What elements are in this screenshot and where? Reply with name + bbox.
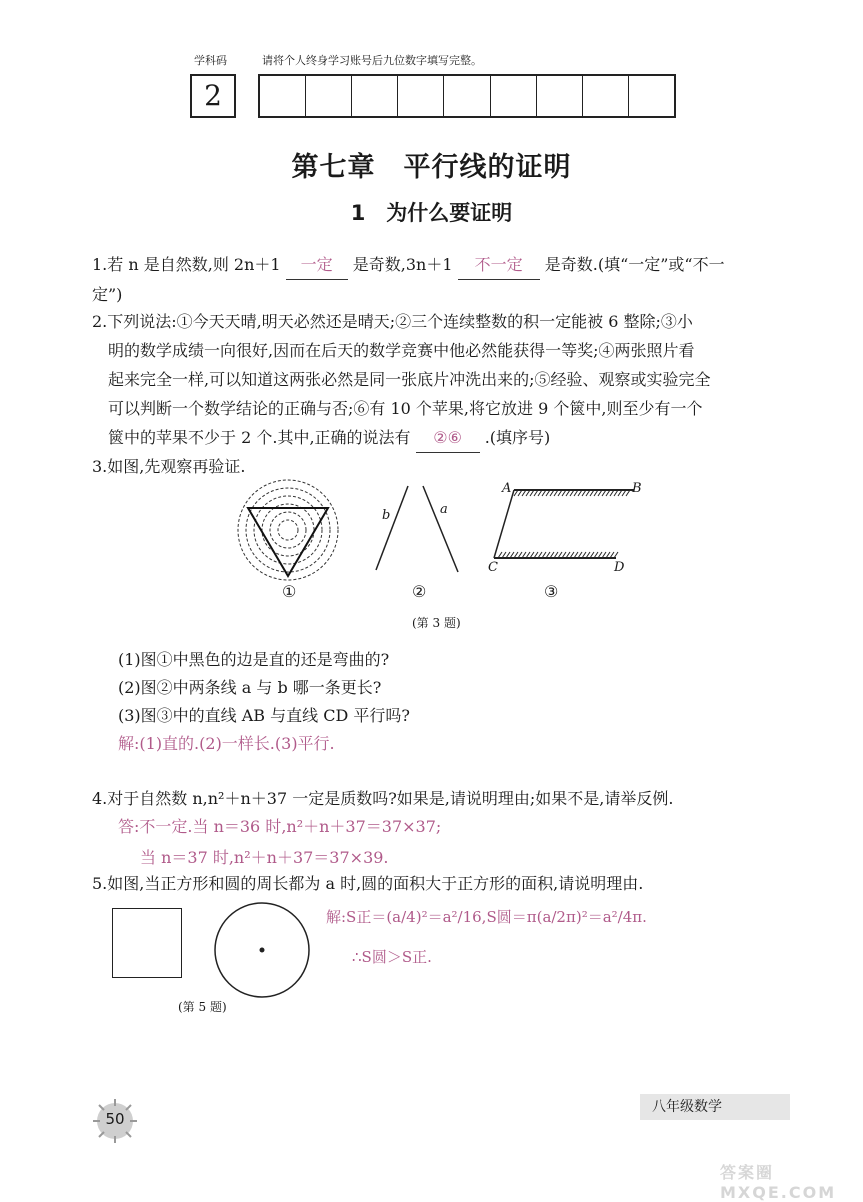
- q1-blank-2[interactable]: 不一定: [458, 250, 540, 280]
- fig3-line-ac: [494, 490, 514, 558]
- fig3-label: ③: [544, 582, 559, 601]
- digit-cell[interactable]: [583, 76, 629, 116]
- digit-cell[interactable]: [491, 76, 537, 116]
- digit-cell[interactable]: [629, 76, 674, 116]
- digit-cell[interactable]: [260, 76, 306, 116]
- circle-center-dot: [260, 948, 265, 953]
- chapter-title: 第七章 平行线的证明: [291, 152, 572, 183]
- q3-sub-1: (1)图①中黑色的边是直的还是弯曲的?: [118, 650, 390, 669]
- page-number: 50: [105, 1110, 125, 1128]
- q3-sub-2: (2)图②中两条线 a 与 b 哪一条更长?: [118, 678, 382, 697]
- page-number-badge: [92, 1098, 138, 1144]
- q3-sub-3: (3)图③中的直线 AB 与直线 CD 平行吗?: [118, 706, 410, 725]
- fig3-hatching: [498, 490, 630, 558]
- q3-caption: (第 3 题): [412, 616, 461, 630]
- q5-circle: [212, 900, 312, 1000]
- fig1-label: ①: [282, 582, 297, 601]
- q2-line: .(填序号): [484, 428, 551, 447]
- q1-text-c: 是奇数.(填“一定”或“不一: [544, 255, 725, 274]
- q3-answer: 解:(1)直的.(2)一样长.(3)平行.: [118, 734, 335, 753]
- label-a: a: [440, 502, 448, 517]
- fig2-line-b: [376, 486, 408, 570]
- q3-stem: 3.如图,先观察再验证.: [92, 457, 246, 476]
- section-title: 1 为什么要证明: [350, 201, 513, 225]
- watermark: 答案圈 MXQE.COM: [720, 1163, 837, 1202]
- book-label: 八年级数学: [640, 1094, 790, 1120]
- q4-answer-1: 答:不一定.当 n＝36 时,n²＋n＋37＝37×37;: [118, 817, 442, 836]
- q2-line: 明的数学成绩一向很好,因而在后天的数学竞赛中他必然能获得一等奖;④两张照片看: [108, 341, 695, 360]
- q1-text-a: 1.若 n 是自然数,则 2n＋1: [92, 255, 281, 274]
- q5-answer-2: ∴S圆＞S正.: [352, 948, 432, 966]
- digit-cell[interactable]: [537, 76, 583, 116]
- digit-cell[interactable]: [352, 76, 398, 116]
- question-1: [92, 250, 782, 309]
- subject-code-box[interactable]: [190, 74, 236, 118]
- q1-text-d: 定”): [92, 285, 123, 304]
- q5-square: [112, 908, 182, 978]
- label-A: A: [502, 481, 512, 496]
- subject-code-value: 2: [204, 79, 222, 112]
- label-B: B: [632, 481, 642, 496]
- q2-line: 2.下列说法:①今天天晴,明天必然还是晴天;②三个连续整数的积一定能被 6 整除;③小: [92, 312, 693, 331]
- fig2-line-a: [423, 486, 458, 572]
- question-2: [92, 307, 782, 453]
- q5-answer-1: 解:S正＝(a/4)²＝a²/16,S圆＝π(a/2π)²＝a²/4π.: [326, 908, 647, 926]
- fig2-label: ②: [412, 582, 427, 601]
- fig1-concentric-circles: [238, 480, 338, 580]
- q4-answer-2: 当 n＝37 时,n²＋n＋37＝37×39.: [140, 848, 389, 867]
- label-D: D: [614, 560, 625, 575]
- q4-stem: 4.对于自然数 n,n²＋n＋37 一定是质数吗?如果是,请说明理由;如果不是,请举反例.: [92, 789, 674, 808]
- q2-blank[interactable]: ②⑥: [416, 423, 480, 453]
- q2-line: 起来完全一样,可以知道这两张必然是同一张底片冲洗出来的;⑤经验、观察或实验完全: [108, 370, 711, 389]
- account-instruction: 请将个人终身学习账号后九位数字填写完整。: [262, 54, 482, 67]
- digit-cell[interactable]: [444, 76, 490, 116]
- digit-cell[interactable]: [398, 76, 444, 116]
- fig1-triangle: [248, 508, 328, 576]
- label-b: b: [382, 508, 391, 523]
- q5-caption: (第 5 题): [178, 1000, 227, 1014]
- q2-line: 可以判断一个数学结论的正确与否;⑥有 10 个苹果,将它放进 9 个篋中,则至少有一个: [108, 399, 703, 418]
- q5-stem: 5.如图,当正方形和圆的周长都为 a 时,圆的面积大于正方形的面积,请说明理由.: [92, 874, 644, 893]
- q1-text-b: 是奇数,3n＋1: [352, 255, 453, 274]
- digit-cell[interactable]: [306, 76, 352, 116]
- account-digit-boxes[interactable]: [258, 74, 676, 118]
- subject-code-label: 学科码: [194, 54, 227, 67]
- q2-line: 篋中的苹果不少于 2 个.其中,正确的说法有: [108, 428, 411, 447]
- label-C: C: [488, 560, 498, 575]
- q1-blank-1[interactable]: 一定: [286, 250, 348, 280]
